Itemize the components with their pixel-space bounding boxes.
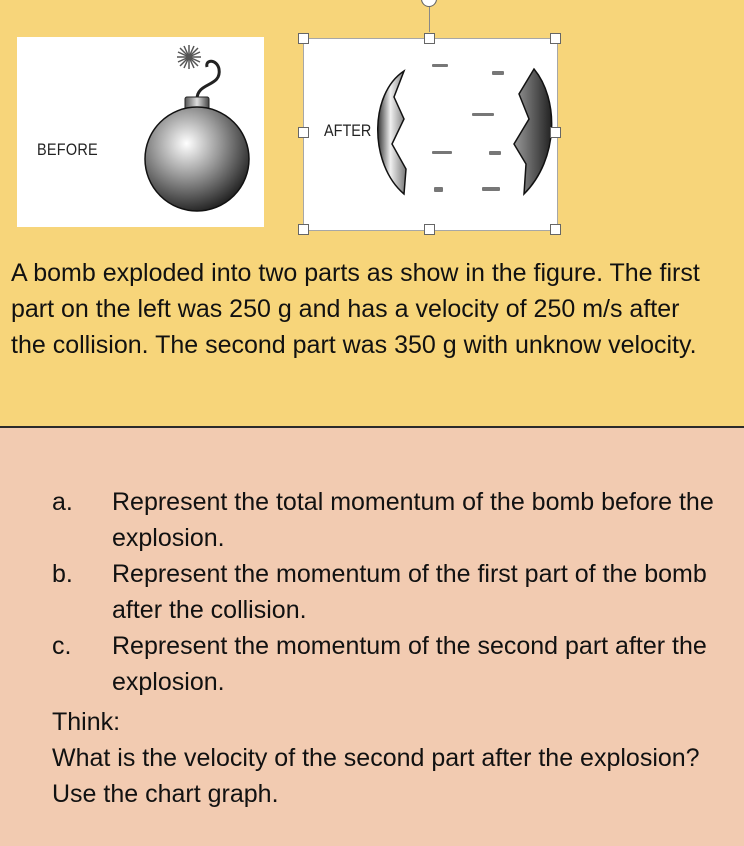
question-item [52, 556, 732, 628]
resize-handle-bottom[interactable] [424, 224, 435, 235]
question-list [52, 484, 732, 700]
resize-handle-right[interactable] [550, 127, 561, 138]
question-text: Represent the momentum of the first part of the bomb after the collision. [112, 560, 707, 624]
bomb-icon [127, 37, 267, 227]
rotate-handle[interactable] [421, 0, 437, 7]
before-figure [17, 37, 264, 227]
question-text: Represent the momentum of the second part after the explosion. [112, 632, 707, 696]
think-label: Think: [52, 708, 121, 736]
question-item [52, 484, 732, 556]
question-marker: c. [52, 632, 72, 660]
question-marker: a. [52, 488, 73, 516]
after-figure[interactable] [303, 38, 558, 231]
resize-handle-bottom-right[interactable] [550, 224, 561, 235]
resize-handle-top[interactable] [424, 33, 435, 44]
after-label: AFTER [324, 121, 372, 140]
problem-text: A bomb exploded into two parts as show in the figure. The first part on the left was 250 g and has a velocity of 250 m/s after the collision. The second part was 350 g with unknow velocity. [11, 259, 700, 359]
think-question: What is the velocity of the second part after the explosion? Use the chart graph. [52, 744, 700, 808]
resize-handle-top-left[interactable] [298, 33, 309, 44]
resize-handle-left[interactable] [298, 127, 309, 138]
question-item [52, 628, 732, 700]
question-text: Represent the total momentum of the bomb before the explosion. [112, 488, 714, 552]
question-marker: b. [52, 560, 73, 588]
resize-handle-top-right[interactable] [550, 33, 561, 44]
before-label: BEFORE [37, 140, 98, 159]
resize-handle-bottom-left[interactable] [298, 224, 309, 235]
exploded-bomb-icon [364, 39, 554, 230]
